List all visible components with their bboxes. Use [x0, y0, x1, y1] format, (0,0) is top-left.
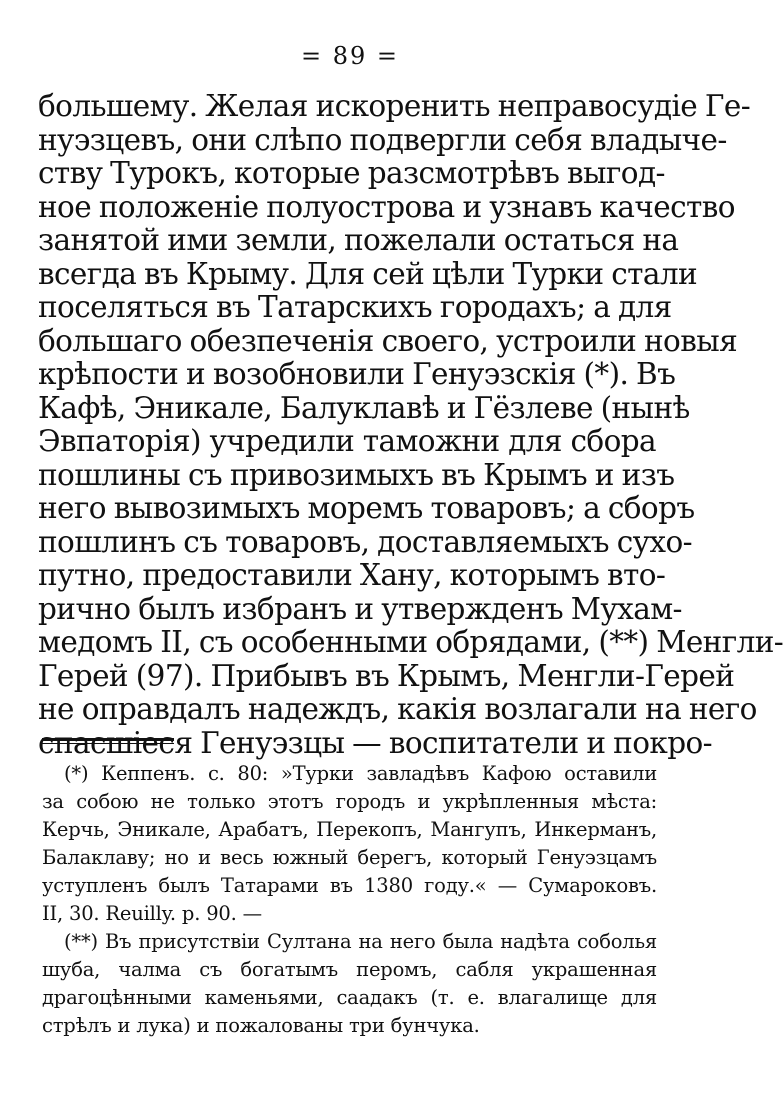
- footnotes: [42, 760, 657, 1040]
- text-line: ное положеніе полуострова и узнавъ качество: [38, 189, 735, 224]
- text-line: крѣпости и возобновили Генуэзскія (*). Въ: [38, 357, 676, 391]
- text-line: ству Турокъ, которые разсмотрѣвъ выгод-: [38, 156, 665, 190]
- footnote-line: II, 30. Reuilly. p. 90. —: [42, 902, 262, 925]
- footnote-separator: [42, 738, 174, 741]
- text-line: большаго обезпеченія своего, устроили новыя: [38, 323, 738, 358]
- text-line: спасшіеся Генуэзцы — воспитатели и покро-: [38, 725, 713, 760]
- text-line: пошлинъ съ товаровъ, доставляемыхъ сухо-: [38, 524, 693, 559]
- page-number: = 89 =: [300, 42, 399, 70]
- footnote-line: Балаклаву; но и весь южный берегъ, который Генуэзцамъ: [42, 846, 657, 869]
- footnote-line: драгоцѣнными каменьями, саадакъ (т. е. влагалище для: [42, 986, 657, 1009]
- main-text: [38, 89, 783, 760]
- text-line: Эвпаторія) учредили таможни для сбора: [38, 424, 656, 458]
- text-line: занятой ими земли, пожелали остаться на: [38, 223, 679, 257]
- text-line: нуэзцевъ, они слѣпо подвергли себя владыче-: [38, 122, 727, 157]
- footnote-line: (*) Кеппенъ. с. 80: »Турки завладѣвъ Кафою оставили: [64, 762, 657, 785]
- text-line: пошлины съ привозимыхъ въ Крымъ и изъ: [38, 457, 675, 492]
- text-line: не оправдалъ надеждъ, какія возлагали на него: [38, 692, 757, 726]
- footnote-line: шуба, чалма съ богатымъ перомъ, сабля украшенная: [42, 958, 657, 981]
- footnote-line: за собою не только этотъ городъ и укрѣпленныя мѣста:: [42, 790, 657, 813]
- text-line: Герей (97). Прибывъ въ Крымъ, Менгли-Герей: [38, 658, 735, 693]
- text-line: путно, предоставили Хану, которымъ вто-: [38, 558, 666, 592]
- text-line: большему. Желая искоренить неправосудіе Ге-: [38, 89, 751, 123]
- text-line: медомъ II, съ особенными обрядами, (**) Менгли-: [38, 625, 783, 659]
- footnote-line: (**) Въ присутствіи Султана на него была надѣта соболья: [64, 930, 657, 953]
- footnote-line: уступленъ былъ Татарами въ 1380 году.« — Сумароковъ.: [42, 874, 657, 897]
- text-line: всегда въ Крыму. Для сей цѣли Турки стали: [38, 256, 698, 291]
- text-line: Кафѣ, Эникале, Балуклавѣ и Гёзлеве (нынѣ: [38, 390, 690, 425]
- text-line: рично былъ избранъ и утвержденъ Мухам-: [38, 591, 682, 626]
- text-line: поселяться въ Татарскихъ городахъ; а для: [38, 290, 672, 324]
- footnote-line: стрѣлъ и лука) и пожалованы три бунчука.: [42, 1014, 480, 1037]
- text-line: него вывозимыхъ моремъ товаровъ; а сборъ: [38, 491, 695, 525]
- footnote-line: Керчь, Эникале, Арабатъ, Перекопъ, Мангупъ, Инкерманъ,: [42, 818, 657, 841]
